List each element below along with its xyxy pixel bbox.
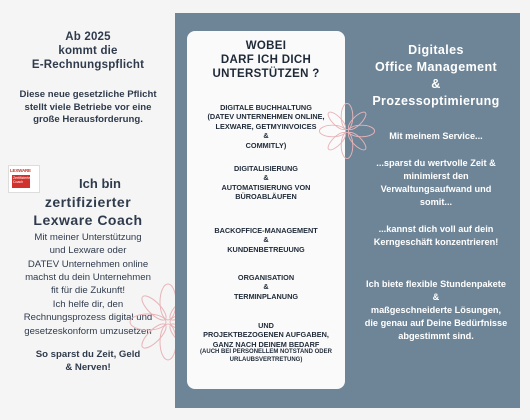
item-line: LEXWARE, GETMYINVOICES xyxy=(215,121,317,131)
support-line: und Lexware oder xyxy=(49,245,127,257)
offer-line: Ich biete flexible Stundenpakete xyxy=(366,279,506,289)
item-line: BACKOFFICE-MANAGEMENT xyxy=(214,226,318,235)
card-heading-line: DARF ICH DICH xyxy=(220,54,312,66)
certified-line: Lexware Coach xyxy=(33,212,143,228)
service-intro: Mit meinem Service... xyxy=(389,131,483,141)
closing-line: & Nerven! xyxy=(65,362,111,374)
help-line: gesetzeskonform umzusetzen xyxy=(24,325,152,337)
item-line: & xyxy=(263,173,269,183)
help-line: Ich helfe dir, den xyxy=(52,299,124,310)
card-heading-line: UNTERSTÜTZEN ? xyxy=(212,68,320,80)
card-heading xyxy=(187,39,345,81)
service-item-digitalisierung xyxy=(190,164,342,202)
item-line: & xyxy=(263,131,269,141)
item-line: UND xyxy=(258,321,274,330)
focus-line: ...kannst dich voll auf dein xyxy=(378,224,494,234)
heading-line: Digitales xyxy=(408,43,464,57)
time-line: ...sparst du wertvolle Zeit & xyxy=(376,158,496,168)
heading-line: Office Management xyxy=(374,60,498,74)
time-line: Verwaltungsaufwand und xyxy=(380,184,492,194)
service-item-backoffice xyxy=(190,226,342,254)
flower-decoration-icon xyxy=(318,102,376,160)
item-line: KUNDENBETREUUNG xyxy=(227,244,305,254)
item-note-line: (AUCH BEI PERSONELLEM NOTSTAND ODER xyxy=(200,349,332,356)
time-saving-text xyxy=(352,157,520,209)
offer-text xyxy=(352,278,520,343)
intro-line: Diese neue gesetzliche Pflicht xyxy=(19,89,157,100)
item-line: (DATEV UNTERNEHMEN ONLINE, xyxy=(207,112,325,122)
service-item-organisation xyxy=(190,273,342,301)
focus-line: Kerngeschäft konzentrieren! xyxy=(373,237,499,247)
closing-line: So sparst du Zeit, Geld xyxy=(35,349,141,360)
focus-text xyxy=(352,223,520,249)
item-line: PROJEKTBEZOGENEN AUFGABEN, xyxy=(203,330,329,340)
intro-line: große Herausforderung. xyxy=(33,114,143,125)
support-line: fit für die Zukunft! xyxy=(50,285,126,297)
service-item-projekte xyxy=(190,321,342,364)
item-line: DIGITALISIERUNG xyxy=(234,164,298,173)
item-note-line: URLAUBSVERTRETUNG) xyxy=(229,356,303,363)
time-line: somit... xyxy=(419,197,453,207)
certified-coach-title xyxy=(8,193,168,229)
title-line: E-Rechnungspflicht xyxy=(31,59,145,71)
item-line: BÜROABLÄUFEN xyxy=(235,192,297,202)
support-line: machst du dein Unternehmen xyxy=(25,271,151,283)
badge-brand: LEXWARE xyxy=(10,168,31,173)
support-line: Mit meiner Unterstützung xyxy=(34,232,142,243)
title-line: Ab 2025 xyxy=(65,31,111,43)
item-line: AUTOMATISIERUNG VON xyxy=(221,182,311,192)
offer-line: maßgeschneiderte Lösungen, xyxy=(370,305,502,315)
support-line: DATEV Unternehmen online xyxy=(27,258,149,270)
item-line: ORGANISATION xyxy=(237,273,295,282)
title-line: kommt die xyxy=(58,45,118,57)
office-management-heading xyxy=(352,42,520,110)
heading-line: Prozessoptimierung xyxy=(372,94,500,108)
item-line: DIGITALE BUCHHALTUNG xyxy=(220,103,312,112)
badge-label: Zertifizierter Coach xyxy=(12,175,30,188)
item-line: GANZ NACH DEINEM BEDARF xyxy=(212,339,320,349)
e-invoice-title xyxy=(8,30,168,72)
offer-line: & xyxy=(432,292,440,302)
heading-line: & xyxy=(431,77,441,91)
time-line: minimierst den xyxy=(403,171,469,181)
card-heading-line: WOBEI xyxy=(245,40,287,52)
item-line: COMMITLY) xyxy=(245,140,287,150)
item-line: & xyxy=(263,282,269,292)
intro-text xyxy=(8,89,168,127)
ich-bin-text: Ich bin xyxy=(79,176,121,191)
item-line: TERMINPLANUNG xyxy=(233,291,299,301)
item-line: & xyxy=(263,235,269,245)
certified-line: zertifizierter xyxy=(44,194,132,210)
offer-line: die genau auf Deine Bedürfnisse xyxy=(364,318,508,328)
help-line: Rechnungsprozess digital und xyxy=(23,312,153,324)
offer-line: abgestimmt sind. xyxy=(398,331,474,341)
intro-line: stellt viele Betriebe vor eine xyxy=(24,101,152,113)
